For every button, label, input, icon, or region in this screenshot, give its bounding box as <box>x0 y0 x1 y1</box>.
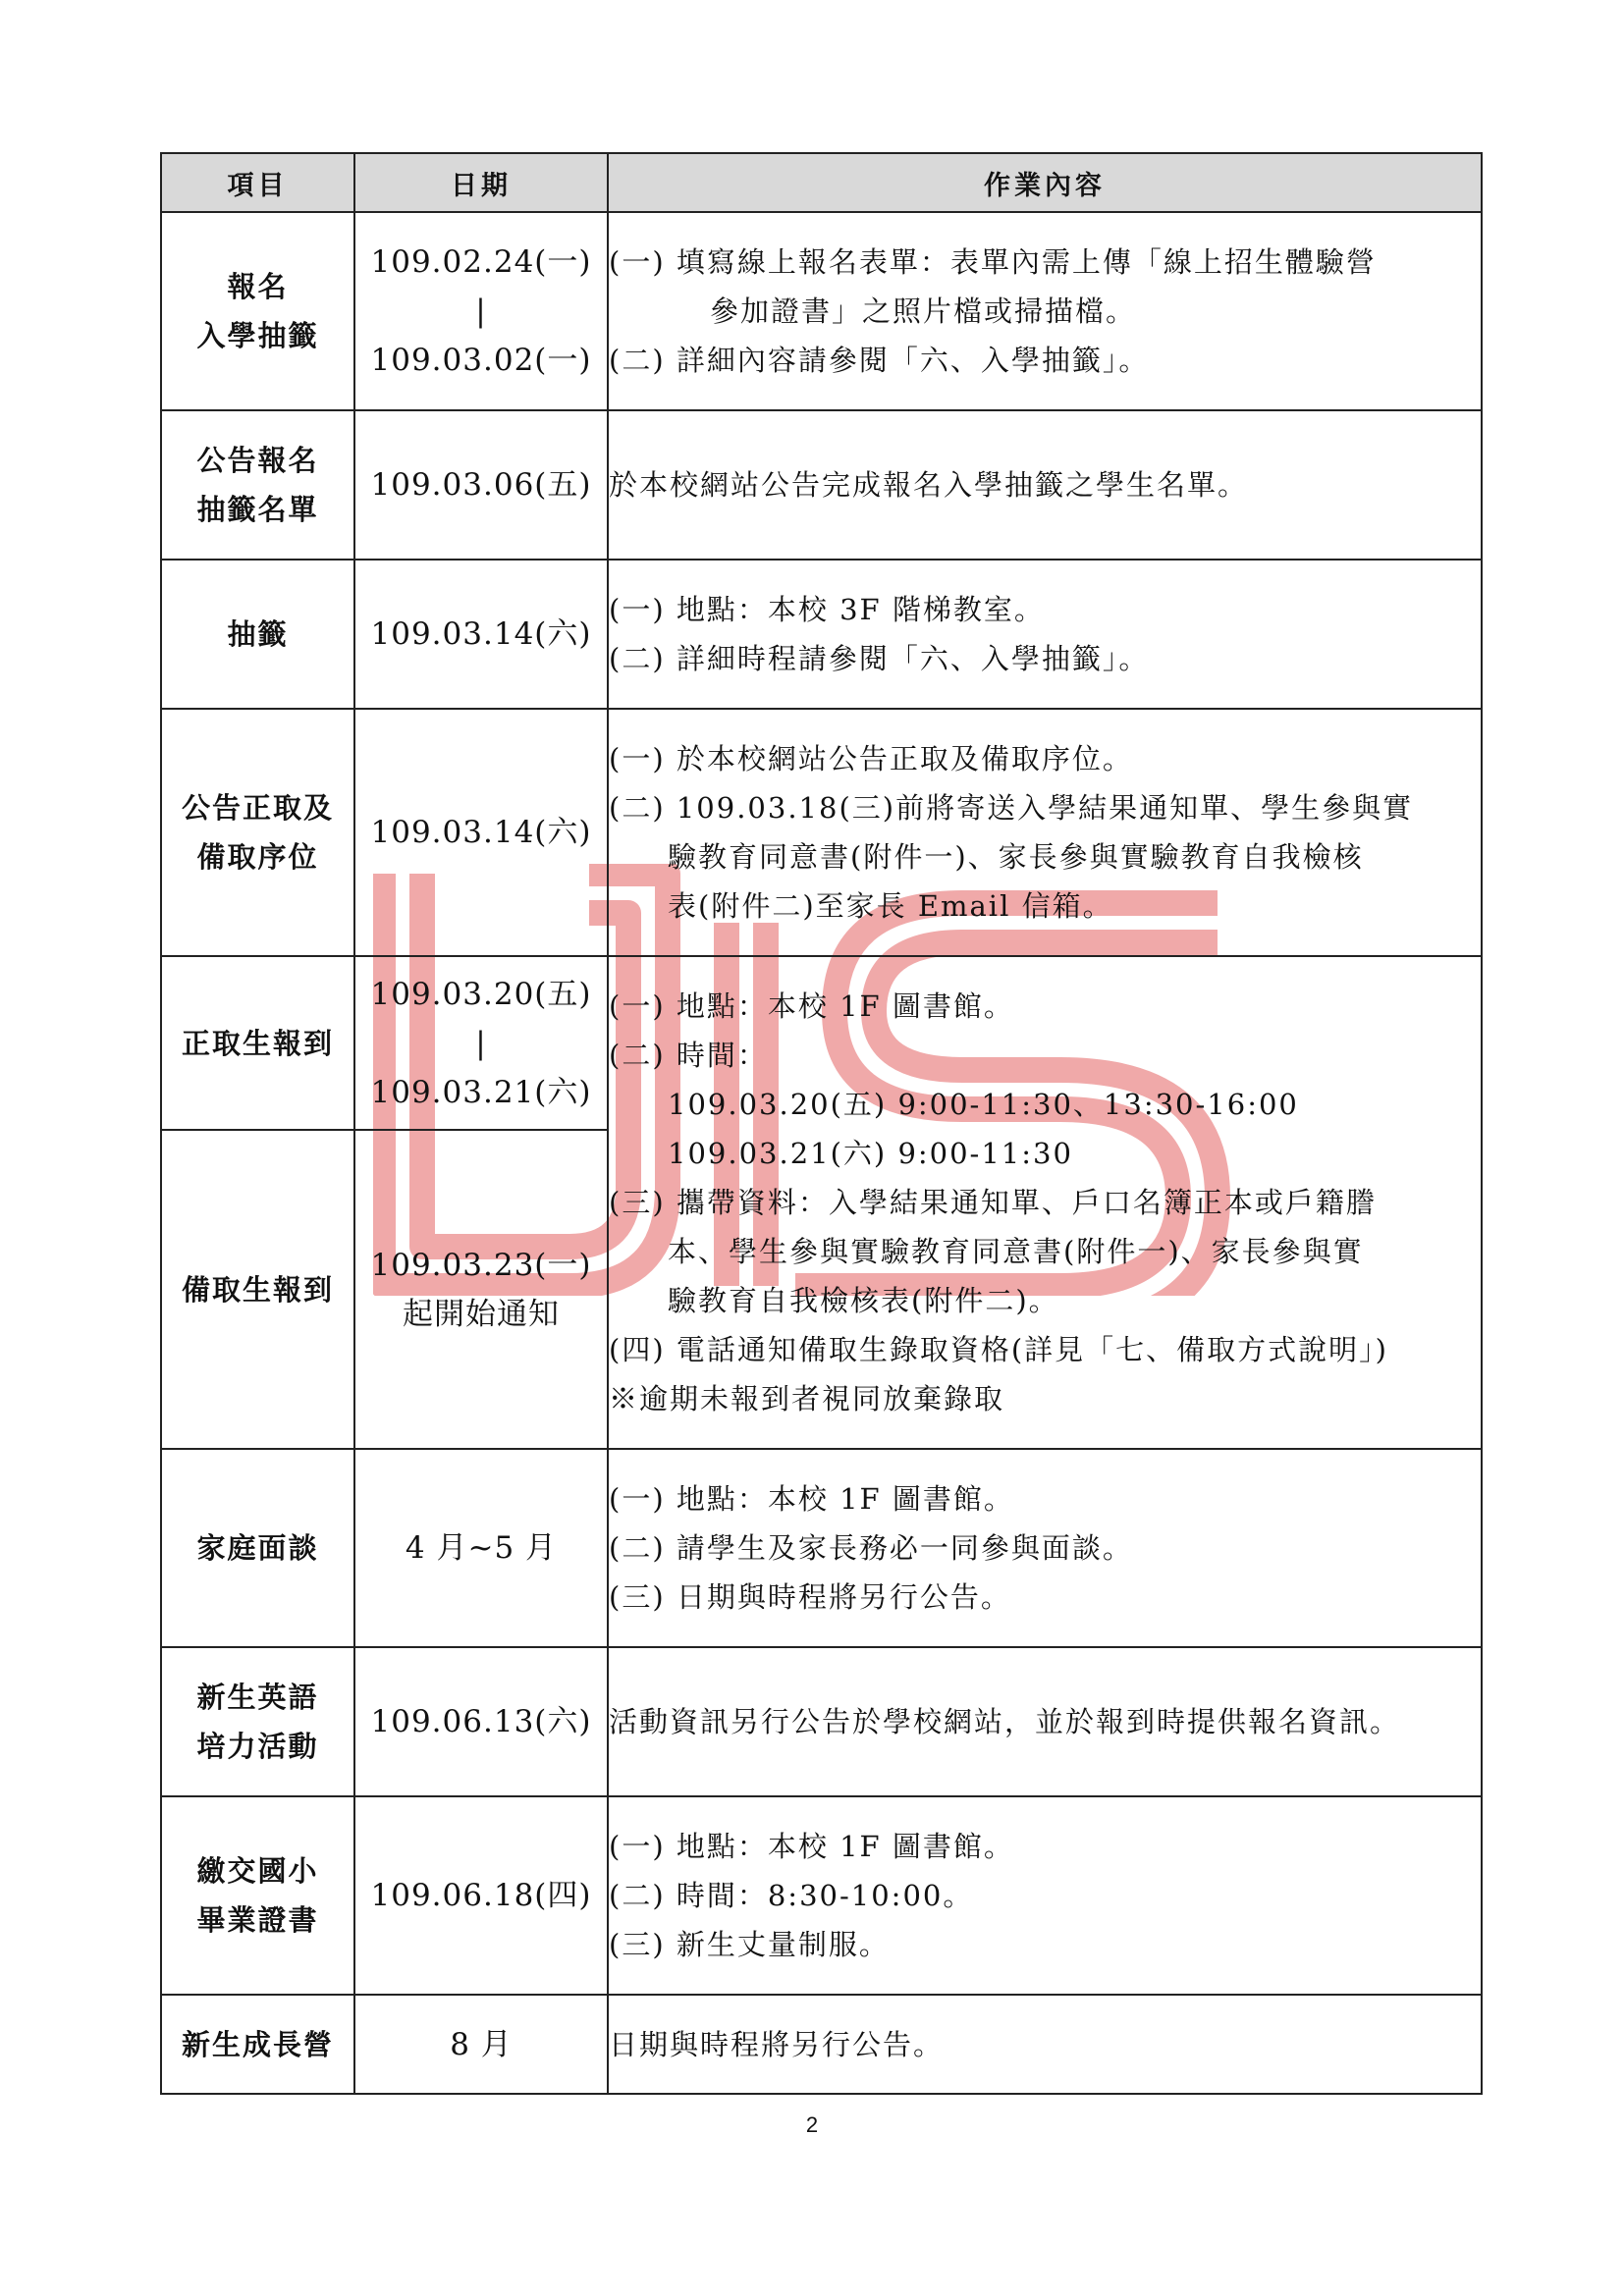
content-line: 於本校網站公告完成報名入學抽籤之學生名單。 <box>609 468 1249 502</box>
table-row <box>161 956 1482 1130</box>
item-text: 新生英語 <box>196 1681 319 1714</box>
header-date: 日期 <box>354 153 608 212</box>
date-cell <box>354 709 608 956</box>
item-text: 抽籤名單 <box>196 493 319 526</box>
content-cell <box>608 410 1482 560</box>
content-line: 日期與時程將另行公告。 <box>609 2027 945 2061</box>
content-line: 109.03.21(六) 9:00-11:30 <box>668 1137 1073 1170</box>
table-row <box>161 709 1482 956</box>
content-line: ※逾期未報到者視同放棄錄取 <box>609 1382 1005 1415</box>
date-cell <box>354 560 608 709</box>
item-cell <box>161 1647 354 1796</box>
content-line: (四) 電話通知備取生錄取資格(詳見「七、備取方式說明」) <box>609 1333 1388 1366</box>
content-line: (三) 日期與時程將另行公告。 <box>609 1580 1011 1614</box>
date-text: 109.03.21(六) <box>370 1074 592 1110</box>
date-cell <box>354 1449 608 1647</box>
item-text: 培力活動 <box>196 1730 319 1763</box>
content-line: (一) 於本校網站公告正取及備取序位。 <box>609 742 1133 775</box>
content-line: (二) 時間： <box>609 1039 768 1072</box>
page-number: 2 <box>805 2112 819 2137</box>
date-text: 109.03.14(六) <box>370 815 592 850</box>
item-text: 繳交國小 <box>196 1854 319 1888</box>
table-header-row <box>161 153 1482 212</box>
item-text: 抽籤 <box>227 617 289 651</box>
date-text: 109.02.24(一) <box>370 244 592 280</box>
table-row <box>161 1449 1482 1647</box>
item-cell <box>161 1449 354 1647</box>
table-row <box>161 1647 1482 1796</box>
item-text: 新生成長營 <box>181 2027 334 2061</box>
item-text: 畢業證書 <box>196 1903 319 1937</box>
header-item: 項目 <box>161 153 354 212</box>
date-text: 起開始通知 <box>403 1296 560 1332</box>
date-text: 109.06.13(六) <box>370 1704 592 1739</box>
content-cell <box>608 1449 1482 1647</box>
table-row <box>161 1995 1482 2094</box>
table-row <box>161 410 1482 560</box>
date-text: 8 月 <box>450 2026 513 2062</box>
table-row <box>161 560 1482 709</box>
content-line: 109.03.20(五) 9:00-11:30、13:30-16:00 <box>668 1088 1299 1121</box>
content-cell <box>608 709 1482 956</box>
date-cell <box>354 1647 608 1796</box>
content-line: (二) 時間：8:30-10:00。 <box>609 1879 974 1912</box>
content-line: 驗教育自我檢核表(附件二)。 <box>668 1284 1059 1317</box>
content-line: (三) 新生丈量制服。 <box>609 1928 890 1961</box>
content-line: (二) 詳細內容請參閱「六、入學抽籤」。 <box>609 344 1150 377</box>
item-cell <box>161 1995 354 2094</box>
content-cell <box>608 560 1482 709</box>
item-text: 備取生報到 <box>181 1272 334 1307</box>
date-text: 109.03.02(一) <box>370 343 592 378</box>
date-text: 4 月~5 月 <box>405 1530 558 1566</box>
content-line: (二) 詳細時程請參閱「六、入學抽籤」。 <box>609 642 1150 675</box>
content-line: 活動資訊另行公告於學校網站，並於報到時提供報名資訊。 <box>609 1705 1401 1738</box>
header-content: 作業內容 <box>608 153 1482 212</box>
date-separator: | <box>475 294 487 329</box>
item-cell <box>161 709 354 956</box>
item-text: 入學抽籤 <box>196 319 319 352</box>
date-cell <box>354 212 608 410</box>
content-cell <box>608 212 1482 410</box>
date-text: 109.03.06(五) <box>370 467 592 503</box>
item-text: 正取生報到 <box>181 1026 334 1060</box>
item-text: 公告報名 <box>196 444 319 477</box>
content-line: 參加證書」之照片檔或掃描檔。 <box>710 294 1137 328</box>
content-line: (一) 填寫線上報名表單：表單內需上傳「線上招生體驗營 <box>609 245 1377 279</box>
item-text: 家庭面談 <box>196 1531 319 1565</box>
date-cell <box>354 1995 608 2094</box>
content-cell <box>608 1796 1482 1995</box>
date-cell <box>354 1130 608 1449</box>
date-text: 109.06.18(四) <box>370 1878 592 1913</box>
schedule-table <box>160 152 1483 2095</box>
date-cell <box>354 410 608 560</box>
content-line: (一) 地點：本校 1F 圖書館。 <box>609 1482 1014 1516</box>
item-text: 備取序位 <box>196 840 319 874</box>
content-line: (一) 地點：本校 3F 階梯教室。 <box>609 593 1045 626</box>
item-text: 公告正取及 <box>181 791 334 825</box>
content-cell <box>608 1647 1482 1796</box>
item-text: 報名 <box>227 270 289 303</box>
item-cell <box>161 1796 354 1995</box>
content-line: (一) 地點：本校 1F 圖書館。 <box>609 1830 1014 1863</box>
date-text: 109.03.23(一) <box>370 1247 592 1283</box>
date-text: 109.03.20(五) <box>370 976 592 1012</box>
content-cell <box>608 956 1482 1449</box>
content-line: (二) 請學生及家長務必一同參與面談。 <box>609 1531 1133 1565</box>
item-cell <box>161 956 354 1130</box>
item-cell <box>161 410 354 560</box>
content-line: 本、學生參與實驗教育同意書(附件一)、家長參與實 <box>668 1235 1364 1268</box>
content-line: 驗教育同意書(附件一)、家長參與實驗教育自我檢核 <box>668 840 1364 874</box>
date-text: 109.03.14(六) <box>370 616 592 652</box>
content-cell <box>608 1995 1482 2094</box>
content-line: (一) 地點：本校 1F 圖書館。 <box>609 989 1014 1023</box>
item-cell <box>161 560 354 709</box>
date-separator: | <box>475 1025 487 1061</box>
table-row <box>161 212 1482 410</box>
date-cell <box>354 956 608 1130</box>
item-cell <box>161 1130 354 1449</box>
table-row <box>161 1796 1482 1995</box>
content-line: (三) 攜帶資料：入學結果通知單、戶口名簿正本或戶籍謄 <box>609 1186 1377 1219</box>
date-cell <box>354 1796 608 1995</box>
item-cell <box>161 212 354 410</box>
content-line: (二) 109.03.18(三)前將寄送入學結果通知單、學生參與實 <box>609 791 1414 825</box>
content-line: 表(附件二)至家長 Email 信箱。 <box>668 889 1113 923</box>
